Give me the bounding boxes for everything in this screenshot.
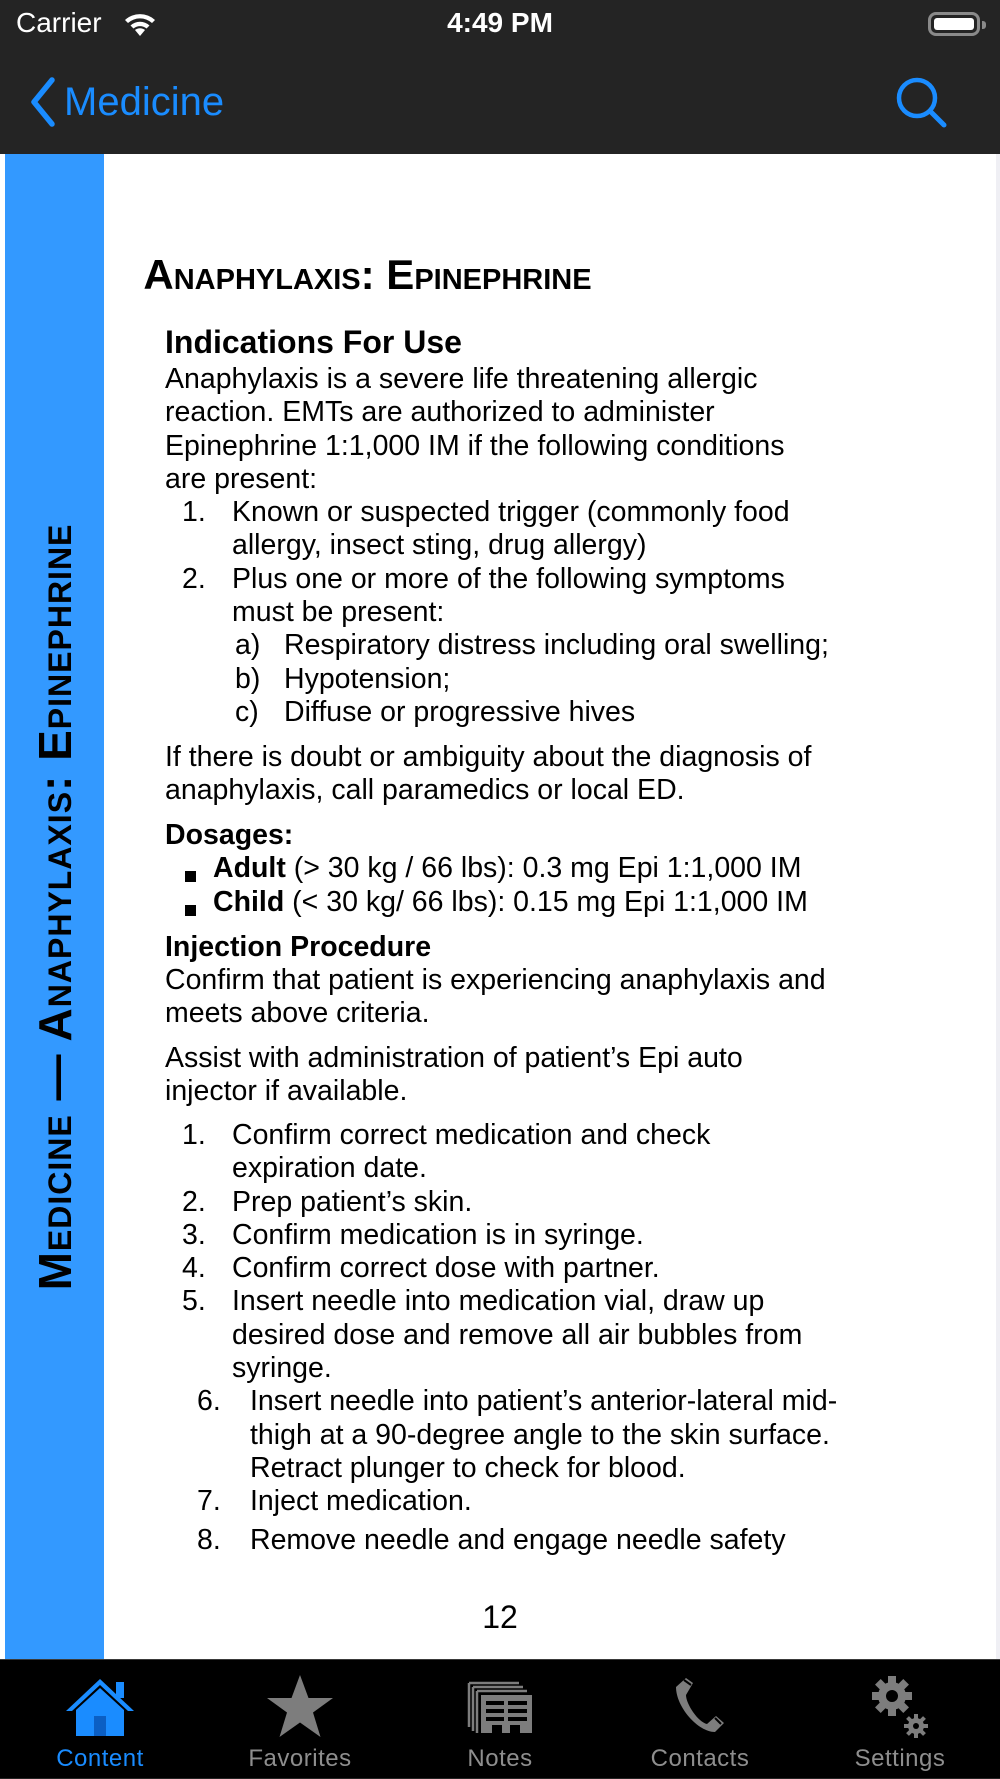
tab-contacts[interactable] — [600, 1660, 800, 1779]
list-text: Known or suspected trigger (commonly food — [232, 496, 790, 528]
clock: 4:49 PM — [447, 7, 553, 38]
step-number: 2. — [182, 1186, 206, 1218]
paragraph-line: Assist with administration of patient’s Epi auto — [165, 1042, 743, 1074]
tab-label: Contacts — [650, 1745, 750, 1772]
step-text: expiration date. — [232, 1152, 427, 1184]
paragraph-line: If there is doubt or ambiguity about the diagnosis of — [165, 741, 812, 773]
dosage-label: Adult — [213, 852, 286, 884]
page-number: 12 — [482, 1599, 518, 1635]
step-number: 6. — [197, 1385, 221, 1417]
gear-icon — [862, 1674, 938, 1742]
sidebar-label: Medicine — Anaphylaxis: Epinephrine — [28, 523, 81, 1290]
dosage-text: (< 30 kg/ 66 lbs): 0.15 mg Epi 1:1,000 IM — [284, 886, 808, 918]
list-text: allergy, insect sting, drug allergy) — [232, 529, 647, 561]
battery-icon — [928, 12, 980, 36]
home-icon — [62, 1674, 138, 1742]
dosages-heading: Dosages: — [165, 819, 294, 851]
dosage-text: (> 30 kg / 66 lbs): 0.3 mg Epi 1:1,000 IM — [285, 852, 802, 884]
chevron-left-icon — [26, 76, 60, 128]
back-label: Medicine — [64, 79, 225, 124]
notes-icon — [462, 1674, 538, 1742]
step-text: Confirm correct medication and check — [232, 1119, 711, 1151]
tab-notes[interactable] — [400, 1660, 600, 1779]
list-letter: c) — [235, 696, 259, 728]
step-number: 7. — [197, 1485, 221, 1517]
tab-label: Settings — [854, 1745, 946, 1772]
step-number: 3. — [182, 1219, 206, 1251]
tab-label: Notes — [467, 1745, 533, 1772]
list-text: Diffuse or progressive hives — [284, 696, 636, 728]
paragraph-line: Confirm that patient is experiencing anaphylaxis and — [165, 964, 826, 996]
tab-content[interactable] — [0, 1660, 200, 1779]
star-icon — [262, 1674, 338, 1742]
list-text: Respiratory distress including oral swelling; — [284, 629, 829, 661]
step-text: syringe. — [232, 1352, 332, 1384]
step-text: Remove needle and engage needle safety — [250, 1524, 786, 1556]
tab-label: Content — [56, 1745, 144, 1772]
bullet-icon — [185, 871, 196, 882]
scroll-edge — [996, 154, 1000, 1659]
search-icon[interactable] — [893, 74, 949, 130]
navigation-bar — [0, 50, 1000, 154]
bullet-icon — [185, 905, 196, 916]
paragraph-line: meets above criteria. — [165, 997, 430, 1029]
injection-heading: Injection Procedure — [165, 931, 432, 963]
step-number: 8. — [197, 1524, 221, 1556]
step-text: Prep patient’s skin. — [232, 1186, 473, 1218]
list-number: 1. — [182, 496, 206, 528]
tab-bar — [0, 1659, 1000, 1778]
paragraph-line: Anaphylaxis is a severe life threatening allergic — [165, 363, 758, 395]
paragraph-line: injector if available. — [165, 1075, 408, 1107]
step-text: Retract plunger to check for blood. — [250, 1452, 686, 1484]
page-title: Anaphylaxis: Epinephrine — [143, 251, 592, 298]
step-text: desired dose and remove all air bubbles from — [232, 1319, 803, 1351]
dosage-label: Child — [213, 886, 285, 918]
list-number: 2. — [182, 563, 206, 595]
paragraph-line: reaction. EMTs are authorized to administer — [165, 396, 715, 428]
list-letter: a) — [235, 629, 261, 661]
list-letter: b) — [235, 663, 261, 695]
step-number: 1. — [182, 1119, 206, 1151]
list-text: Plus one or more of the following symptoms — [232, 563, 785, 595]
step-text: Inject medication. — [250, 1485, 472, 1517]
document-page[interactable] — [0, 154, 1000, 1659]
list-text: must be present: — [232, 596, 445, 628]
tab-label: Favorites — [248, 1745, 352, 1772]
step-text: Insert needle into patient’s anterior-lateral mid- — [250, 1385, 838, 1417]
carrier-label: Carrier — [16, 7, 102, 38]
paragraph-line: Epinephrine 1:1,000 IM if the following conditions — [165, 430, 785, 462]
step-number: 5. — [182, 1285, 206, 1317]
step-text: thigh at a 90-degree angle to the skin surface. — [250, 1419, 830, 1451]
step-text: Insert needle into medication vial, draw up — [232, 1285, 765, 1317]
tab-settings[interactable] — [800, 1660, 1000, 1779]
paragraph-line: anaphylaxis, call paramedics or local ED. — [165, 774, 685, 806]
status-bar — [0, 0, 1000, 50]
step-text: Confirm medication is in syringe. — [232, 1219, 644, 1251]
back-button[interactable] — [26, 76, 224, 128]
indications-heading: Indications For Use — [165, 324, 462, 360]
step-text: Confirm correct dose with partner. — [232, 1252, 660, 1284]
step-number: 4. — [182, 1252, 206, 1284]
paragraph-line: are present: — [165, 463, 318, 495]
phone-icon — [662, 1674, 738, 1742]
tab-favorites[interactable] — [200, 1660, 400, 1779]
list-text: Hypotension; — [284, 663, 451, 695]
section-sidebar — [5, 154, 104, 1659]
